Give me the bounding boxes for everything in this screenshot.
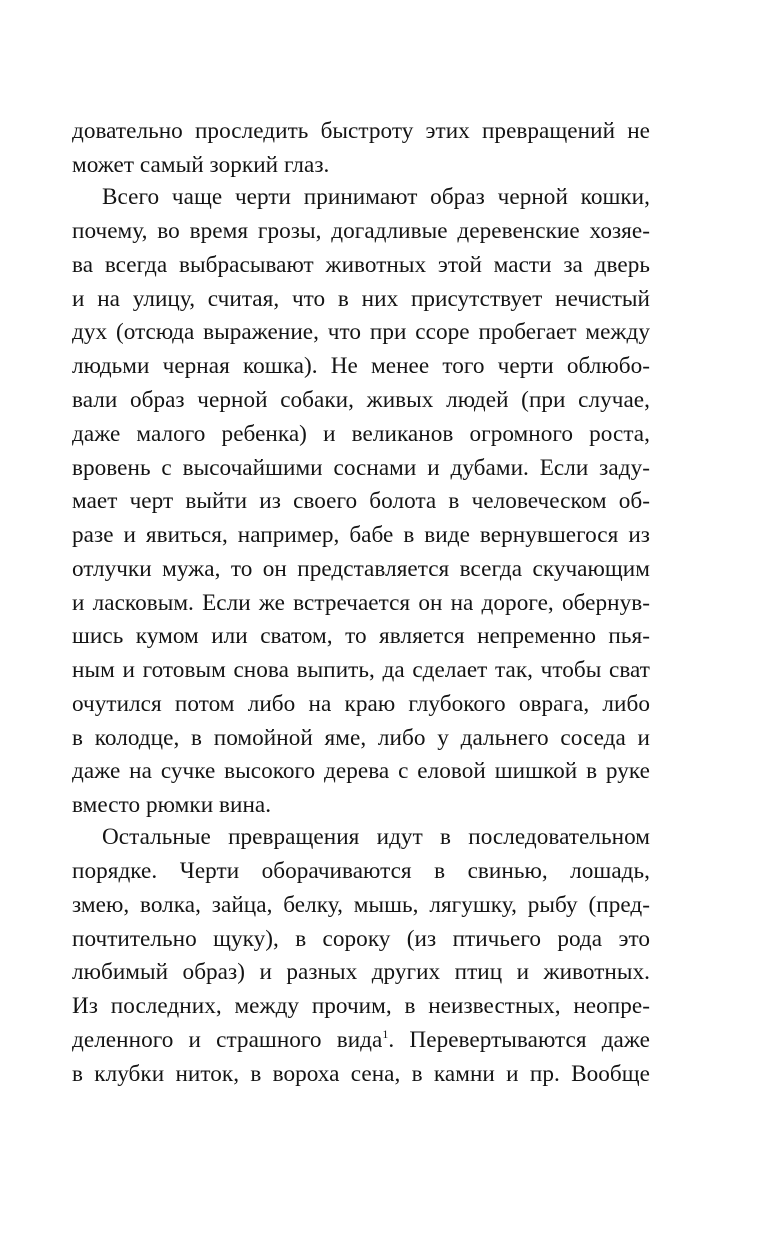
text-line: дух (отсюда выражение, что при ссоре пробегает между: [72, 319, 650, 345]
text-line: в колодце, в помойной яме, либо у дальнего соседа и: [72, 725, 650, 751]
text-line: вровень с высочайшими соснами и дубами. Если заду-: [72, 455, 650, 481]
text-line: в клубки ниток, в вороха сена, в камни и пр. Вообще: [72, 1061, 650, 1087]
text-line: разе и явиться, например, бабе в виде вернувшегося из: [72, 522, 650, 548]
text-line: ным и готовым снова выпить, да сделает так, чтобы сват: [72, 657, 650, 683]
text-line: вместо рюмки вина.: [72, 792, 272, 818]
text-line: Из последних, между прочим, в неизвестных, неопре-: [72, 993, 650, 1019]
text-line: змею, волка, зайца, белку, мышь, лягушку, рыбу (пред-: [72, 892, 650, 918]
text-line: даже малого ребенка) и великанов огромного роста,: [72, 421, 650, 447]
text-line: довательно проследить быстроту этих превращений не: [72, 118, 650, 144]
text-line: шись кумом или сватом, то является непременно пья-: [72, 623, 650, 649]
text-line: ва всегда выбрасывают животных этой масти за дверь: [72, 252, 650, 278]
text-line-head: деленного и страшного вида: [72, 1027, 383, 1053]
text-line: людьми черная кошка). Не менее того черти облюбо-: [72, 353, 650, 379]
text-line: отлучки мужа, то он представляется всегда скучающим: [72, 556, 650, 582]
text-line: порядке. Черти оборачиваются в свинью, лошадь,: [72, 858, 650, 884]
text-line: Всего чаще черти принимают образ черной кошки,: [102, 184, 650, 210]
text-line: любимый образ) и разных других птиц и животных.: [72, 959, 650, 985]
text-line: [72, 1023, 650, 1057]
text-line: почему, во время грозы, догадливые деревенские хозяе-: [72, 218, 650, 244]
text-line: может самый зоркий глаз.: [72, 152, 330, 178]
text-line: Остальные превращения идут в последовательном: [102, 824, 650, 850]
text-line: почтительно щуку), в сороку (из птичьего рода это: [72, 926, 650, 952]
text-line-tail: . Перевертываются даже: [388, 1027, 650, 1053]
footnote-reference[interactable]: 1: [382, 1027, 389, 1041]
text-line: даже на сучке высокого дерева с еловой шишкой в руке: [72, 758, 650, 784]
text-line: и на улицу, считая, что в них присутствует нечистый: [72, 286, 650, 312]
text-line: вали образ черной собаки, живых людей (при случае,: [72, 387, 650, 413]
text-line: и ласковым. Если же встречается он на дороге, обернув-: [72, 590, 650, 616]
text-line: очутился потом либо на краю глубокого оврага, либо: [72, 691, 650, 717]
text-line: мает черт выйти из своего болота в человеческом об-: [72, 488, 650, 514]
